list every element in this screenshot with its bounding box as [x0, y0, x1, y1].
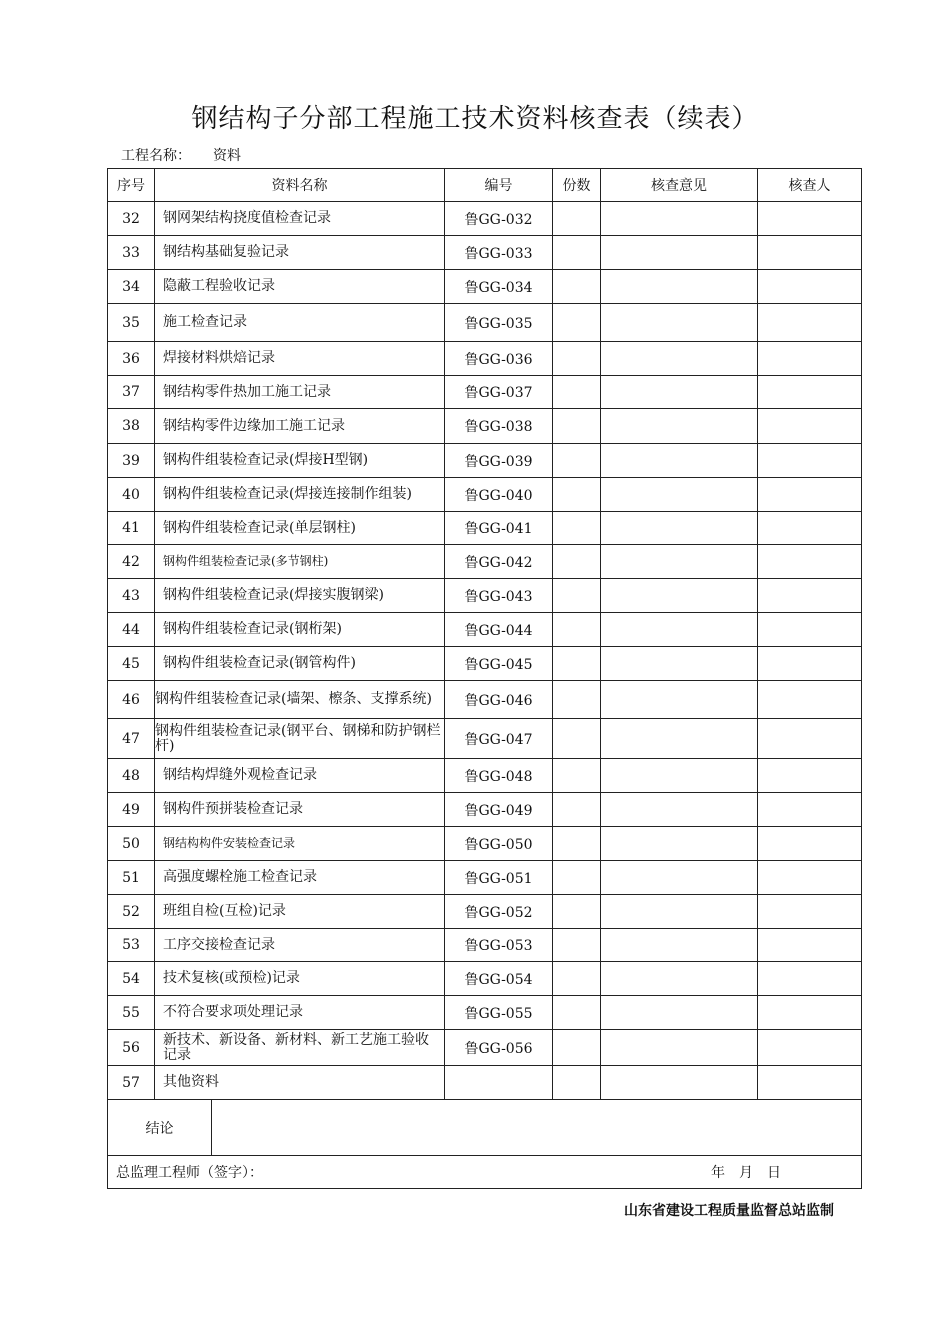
row-opinion[interactable]: [601, 444, 758, 478]
row-code: 鲁GG-047: [445, 719, 553, 759]
row-name: 钢结构零件边缘加工施工记录: [155, 409, 445, 444]
row-copies[interactable]: [553, 996, 601, 1030]
header-name: 资料名称: [155, 169, 445, 202]
table-row: [108, 1066, 862, 1100]
table-row: [108, 270, 862, 304]
row-opinion[interactable]: [601, 681, 758, 719]
row-name: 钢结构焊缝外观检查记录: [155, 759, 445, 793]
row-checker[interactable]: [758, 376, 862, 409]
row-checker[interactable]: [758, 304, 862, 342]
table-row: [108, 1030, 862, 1066]
row-opinion[interactable]: [601, 202, 758, 236]
row-checker[interactable]: [758, 929, 862, 962]
table-row: [108, 861, 862, 895]
row-copies[interactable]: [553, 759, 601, 793]
row-opinion[interactable]: [601, 929, 758, 962]
row-copies[interactable]: [553, 647, 601, 681]
row-copies[interactable]: [553, 962, 601, 996]
table-row: [108, 202, 862, 236]
table-row: [108, 996, 862, 1030]
row-opinion[interactable]: [601, 1066, 758, 1100]
row-checker[interactable]: [758, 202, 862, 236]
row-checker[interactable]: [758, 827, 862, 861]
conclusion-field[interactable]: [212, 1100, 861, 1155]
row-no: 44: [108, 613, 155, 647]
row-no: 41: [108, 512, 155, 545]
row-no: 34: [108, 270, 155, 304]
row-checker[interactable]: [758, 444, 862, 478]
row-name: 钢结构构件安装检查记录: [155, 827, 445, 861]
signature-row: [108, 1156, 862, 1189]
row-code: 鲁GG-034: [445, 270, 553, 304]
row-checker[interactable]: [758, 647, 862, 681]
row-no: 49: [108, 793, 155, 827]
row-copies[interactable]: [553, 304, 601, 342]
table-row: [108, 793, 862, 827]
row-name: 新技术、新设备、新材料、新工艺施工验收记录: [155, 1030, 445, 1066]
row-name: 钢构件组装检查记录(焊接H型钢): [155, 444, 445, 478]
row-checker[interactable]: [758, 512, 862, 545]
row-checker[interactable]: [758, 478, 862, 512]
row-no: 53: [108, 929, 155, 962]
row-copies[interactable]: [553, 409, 601, 444]
row-code: 鲁GG-045: [445, 647, 553, 681]
row-opinion[interactable]: [601, 579, 758, 613]
row-checker[interactable]: [758, 545, 862, 579]
row-opinion[interactable]: [601, 996, 758, 1030]
row-checker[interactable]: [758, 613, 862, 647]
row-name: 工序交接检查记录: [155, 929, 445, 962]
row-copies[interactable]: [553, 444, 601, 478]
row-opinion[interactable]: [601, 376, 758, 409]
row-no: 46: [108, 681, 155, 719]
row-no: 37: [108, 376, 155, 409]
row-no: 38: [108, 409, 155, 444]
row-no: 47: [108, 719, 155, 759]
row-no: 56: [108, 1030, 155, 1066]
row-code: 鲁GG-056: [445, 1030, 553, 1066]
row-copies[interactable]: [553, 895, 601, 929]
row-code: 鲁GG-041: [445, 512, 553, 545]
row-opinion[interactable]: [601, 236, 758, 270]
row-copies[interactable]: [553, 793, 601, 827]
table-row: [108, 444, 862, 478]
page-title: 钢结构子分部工程施工技术资料核查表（续表）: [191, 104, 759, 134]
row-code: 鲁GG-054: [445, 962, 553, 996]
row-copies[interactable]: [553, 376, 601, 409]
row-code: 鲁GG-051: [445, 861, 553, 895]
row-no: 36: [108, 342, 155, 376]
row-copies[interactable]: [553, 861, 601, 895]
conclusion-row: [108, 1100, 862, 1156]
table-row: [108, 579, 862, 613]
table-row: [108, 342, 862, 376]
row-name: 钢结构基础复验记录: [155, 236, 445, 270]
row-checker[interactable]: [758, 996, 862, 1030]
row-name: 班组自检(互检)记录: [155, 895, 445, 929]
table-row: [108, 895, 862, 929]
row-opinion[interactable]: [601, 861, 758, 895]
row-name: 焊接材料烘焙记录: [155, 342, 445, 376]
row-code: 鲁GG-033: [445, 236, 553, 270]
row-name: 钢构件组装检查记录(多节钢柱): [155, 545, 445, 579]
row-name: 技术复核(或预检)记录: [155, 962, 445, 996]
row-copies[interactable]: [553, 342, 601, 376]
row-opinion[interactable]: [601, 793, 758, 827]
row-code: 鲁GG-043: [445, 579, 553, 613]
row-name: 钢构件组装检查记录(焊接实腹钢梁): [155, 579, 445, 613]
row-name: 隐蔽工程验收记录: [155, 270, 445, 304]
row-code: 鲁GG-040: [445, 478, 553, 512]
row-checker[interactable]: [758, 861, 862, 895]
row-no: 39: [108, 444, 155, 478]
row-checker[interactable]: [758, 342, 862, 376]
row-opinion[interactable]: [601, 719, 758, 759]
row-code: 鲁GG-046: [445, 681, 553, 719]
footer-issuer: 山东省建设工程质量监督总站监制: [624, 1203, 834, 1219]
header-opinion: 核查意见: [601, 169, 758, 202]
table-row: [108, 613, 862, 647]
row-code: 鲁GG-052: [445, 895, 553, 929]
row-copies[interactable]: [553, 719, 601, 759]
row-code: 鲁GG-049: [445, 793, 553, 827]
row-code: 鲁GG-038: [445, 409, 553, 444]
row-copies[interactable]: [553, 1066, 601, 1100]
row-opinion[interactable]: [601, 895, 758, 929]
row-opinion[interactable]: [601, 759, 758, 793]
row-no: 52: [108, 895, 155, 929]
table-row: [108, 409, 862, 444]
row-name: 钢构件预拼装检查记录: [155, 793, 445, 827]
row-no: 57: [108, 1066, 155, 1100]
row-no: 51: [108, 861, 155, 895]
header-no: 序号: [108, 169, 155, 202]
row-no: 55: [108, 996, 155, 1030]
row-checker[interactable]: [758, 793, 862, 827]
row-opinion[interactable]: [601, 304, 758, 342]
table-row: [108, 545, 862, 579]
row-no: 35: [108, 304, 155, 342]
row-checker[interactable]: [758, 719, 862, 759]
project-value: 资料: [213, 148, 241, 164]
row-copies[interactable]: [553, 270, 601, 304]
row-checker[interactable]: [758, 1066, 862, 1100]
row-no: 32: [108, 202, 155, 236]
table-row: [108, 929, 862, 962]
row-checker[interactable]: [758, 236, 862, 270]
row-name: 高强度螺栓施工检查记录: [155, 861, 445, 895]
conclusion-label: 结论: [108, 1100, 212, 1155]
row-code: 鲁GG-042: [445, 545, 553, 579]
table-row: [108, 478, 862, 512]
row-checker[interactable]: [758, 579, 862, 613]
row-code: 鲁GG-036: [445, 342, 553, 376]
table-row: [108, 647, 862, 681]
row-no: 43: [108, 579, 155, 613]
row-code: 鲁GG-055: [445, 996, 553, 1030]
row-checker[interactable]: [758, 409, 862, 444]
row-checker[interactable]: [758, 270, 862, 304]
row-name: 钢构件组装检查记录(墙架、檫条、支撑系统): [155, 681, 445, 719]
table-row: [108, 512, 862, 545]
supervisor-label: 总监理工程师（签字）：: [116, 1165, 263, 1181]
row-copies[interactable]: [553, 579, 601, 613]
table-row: [108, 962, 862, 996]
row-checker[interactable]: [758, 895, 862, 929]
row-name: 其他资料: [155, 1066, 445, 1100]
row-name: 钢构件组装检查记录(钢桁架): [155, 613, 445, 647]
row-checker[interactable]: [758, 759, 862, 793]
table-row: [108, 304, 862, 342]
row-no: 48: [108, 759, 155, 793]
row-copies[interactable]: [553, 545, 601, 579]
check-table: [107, 168, 862, 1189]
row-code: 鲁GG-039: [445, 444, 553, 478]
row-copies[interactable]: [553, 827, 601, 861]
row-copies[interactable]: [553, 236, 601, 270]
row-copies[interactable]: [553, 613, 601, 647]
row-copies[interactable]: [553, 478, 601, 512]
table-row: [108, 376, 862, 409]
row-no: 54: [108, 962, 155, 996]
row-copies[interactable]: [553, 681, 601, 719]
row-name: 不符合要求项处理记录: [155, 996, 445, 1030]
row-code: 鲁GG-050: [445, 827, 553, 861]
row-opinion[interactable]: [601, 545, 758, 579]
row-opinion[interactable]: [601, 962, 758, 996]
row-name: 钢网架结构挠度值检查记录: [155, 202, 445, 236]
row-code: [445, 1066, 553, 1100]
row-name: 钢构件组装检查记录(单层钢柱): [155, 512, 445, 545]
row-copies[interactable]: [553, 202, 601, 236]
project-label: 工程名称：: [121, 148, 191, 164]
row-code: 鲁GG-032: [445, 202, 553, 236]
row-opinion[interactable]: [601, 478, 758, 512]
row-checker[interactable]: [758, 681, 862, 719]
table-row: [108, 827, 862, 861]
row-copies[interactable]: [553, 1030, 601, 1066]
row-code: 鲁GG-053: [445, 929, 553, 962]
project-name: [121, 145, 263, 165]
date-label: 年 月 日: [711, 1165, 781, 1181]
row-checker[interactable]: [758, 962, 862, 996]
row-opinion[interactable]: [601, 342, 758, 376]
row-code: 鲁GG-044: [445, 613, 553, 647]
row-no: 33: [108, 236, 155, 270]
row-opinion[interactable]: [601, 409, 758, 444]
row-no: 42: [108, 545, 155, 579]
header-code: 编号: [445, 169, 553, 202]
table-row: [108, 759, 862, 793]
row-no: 45: [108, 647, 155, 681]
row-opinion[interactable]: [601, 1030, 758, 1066]
row-opinion[interactable]: [601, 270, 758, 304]
header-row: [108, 169, 862, 202]
row-name: 钢构件组装检查记录(钢管构件): [155, 647, 445, 681]
row-name: 施工检查记录: [155, 304, 445, 342]
row-no: 50: [108, 827, 155, 861]
row-opinion[interactable]: [601, 512, 758, 545]
row-code: 鲁GG-037: [445, 376, 553, 409]
header-copies: 份数: [553, 169, 601, 202]
table-row: [108, 681, 862, 719]
table-row: [108, 236, 862, 270]
row-name: 钢构件组装检查记录(焊接连接制作组装): [155, 478, 445, 512]
table-row: [108, 719, 862, 759]
header-checker: 核查人: [758, 169, 862, 202]
row-checker[interactable]: [758, 1030, 862, 1066]
row-no: 40: [108, 478, 155, 512]
row-code: 鲁GG-035: [445, 304, 553, 342]
row-opinion[interactable]: [601, 827, 758, 861]
row-copies[interactable]: [553, 512, 601, 545]
row-copies[interactable]: [553, 929, 601, 962]
row-name: 钢构件组装检查记录(钢平台、钢梯和防护钢栏杆): [155, 719, 445, 759]
row-code: 鲁GG-048: [445, 759, 553, 793]
row-opinion[interactable]: [601, 647, 758, 681]
row-opinion[interactable]: [601, 613, 758, 647]
row-name: 钢结构零件热加工施工记录: [155, 376, 445, 409]
